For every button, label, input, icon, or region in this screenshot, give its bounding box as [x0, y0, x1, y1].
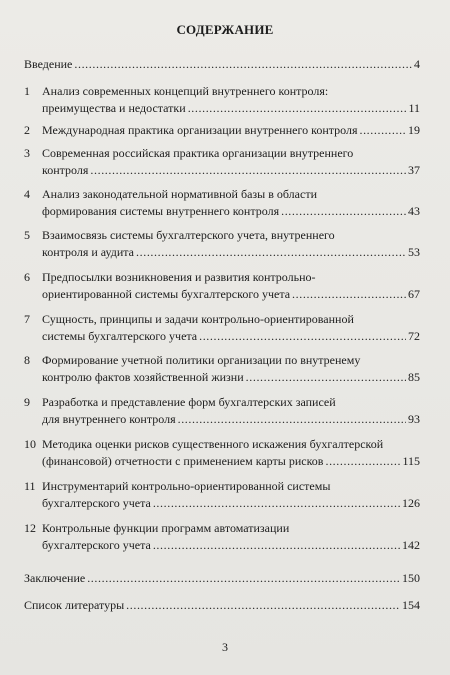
toc-entry-number: 11: [24, 479, 36, 493]
toc-entry-line: Предпосылки возникновения и развития контрольно-: [42, 270, 316, 284]
dot-leader: [292, 286, 406, 303]
toc-entry-page: 53: [408, 244, 420, 259]
toc-entry-number: 7: [24, 312, 30, 326]
toc-entry-page: 85: [408, 369, 420, 384]
toc-entry-line: Сущность, принципы и задачи контрольно-ориентированной: [42, 312, 354, 326]
toc-entry-line: Современная российская практика организации внутреннего: [42, 146, 354, 160]
toc-entry-line: Анализ законодательной нормативной базы в области: [42, 187, 317, 201]
toc-entry-number: 10: [24, 437, 36, 451]
dot-leader: [178, 411, 406, 428]
dot-leader: [199, 328, 406, 345]
toc-entry-page: 11: [408, 100, 420, 115]
dot-leader: [90, 162, 406, 179]
toc-entry-number: 9: [24, 395, 30, 409]
toc-entry-page: 4: [414, 57, 420, 71]
toc-entry-line: Методика оценки рисков существенного искажения бухгалтерской: [42, 437, 384, 451]
toc-entry-number: 5: [24, 228, 30, 242]
toc-entry-number: 6: [24, 270, 30, 284]
dot-leader: [136, 244, 406, 261]
toc-entry-line: Инструментарий контрольно-ориентированной системы: [42, 479, 331, 493]
toc-entry-title: контролю фактов хозяйственной жизни: [42, 369, 244, 384]
toc-entry-line: Формирование учетной политики организации по внутренему: [42, 353, 361, 367]
page-number: 3: [222, 640, 228, 654]
toc-entry-number: 2: [24, 123, 30, 137]
toc-entry-page: 43: [408, 203, 420, 218]
toc-entry-number: 1: [24, 84, 30, 98]
toc-entry-number: 12: [24, 521, 36, 535]
dot-leader: [325, 453, 400, 470]
dot-leader: [359, 122, 406, 139]
toc-entry-title: Заключение: [24, 571, 86, 585]
toc-entry-title: для внутреннего контроля: [42, 411, 176, 426]
toc-entry-title: Список литературы: [24, 598, 125, 612]
page-title: СОДЕРЖАНИЕ: [176, 22, 274, 37]
toc-entry-title: бухгалтерского учета: [42, 537, 151, 552]
toc-entry-title: бухгалтерского учета: [42, 495, 151, 510]
toc-entry-title: контроля: [42, 162, 89, 177]
dot-leader: [74, 56, 412, 73]
toc-entry-page: 150: [402, 571, 420, 585]
toc-entry-title: Международная практика организации внутреннего контроля: [42, 123, 358, 137]
toc-entry-page: 67: [408, 286, 420, 301]
toc-entry-title: ориентированной системы бухгалтерского учета: [42, 286, 291, 301]
toc-entry-page: 115: [402, 453, 420, 468]
dot-leader: [281, 203, 406, 220]
dot-leader: [188, 100, 407, 117]
toc-entry-title: (финансовой) отчетности с применением карты рисков: [42, 453, 324, 468]
toc-entry-page: 126: [402, 495, 420, 510]
toc-entry-number: 4: [24, 187, 30, 201]
toc-entry-line: Взаимосвязь системы бухгалтерского учета, внутреннего: [42, 228, 335, 242]
toc-entry-page: 72: [408, 328, 420, 343]
toc-entry-line: Контрольные функции программ автоматизации: [42, 521, 290, 535]
toc-entry-page: 93: [408, 411, 420, 426]
toc-entry-page: 142: [402, 537, 420, 552]
toc-entry-number: 8: [24, 353, 30, 367]
dot-leader: [246, 369, 406, 386]
toc-entry-title: Введение: [24, 57, 73, 71]
toc-entry-page: 154: [402, 598, 420, 612]
toc-entry-page: 19: [408, 123, 420, 137]
toc-entry-title: преимущества и недостатки: [42, 100, 186, 115]
dot-leader: [87, 570, 400, 587]
toc-entry-title: контроля и аудита: [42, 244, 135, 259]
toc-entry-title: системы бухгалтерского учета: [42, 328, 198, 343]
toc-entry-title: формирования системы внутреннего контроля: [42, 203, 280, 218]
toc-entry-number: 3: [24, 146, 30, 160]
toc-entry-page: 37: [408, 162, 420, 177]
dot-leader: [153, 537, 400, 554]
toc-entry-line: Разработка и представление форм бухгалтерских записей: [42, 395, 336, 409]
dot-leader: [126, 597, 400, 614]
toc-entry-line: Анализ современных концепций внутреннего контроля:: [42, 84, 329, 98]
dot-leader: [153, 495, 400, 512]
